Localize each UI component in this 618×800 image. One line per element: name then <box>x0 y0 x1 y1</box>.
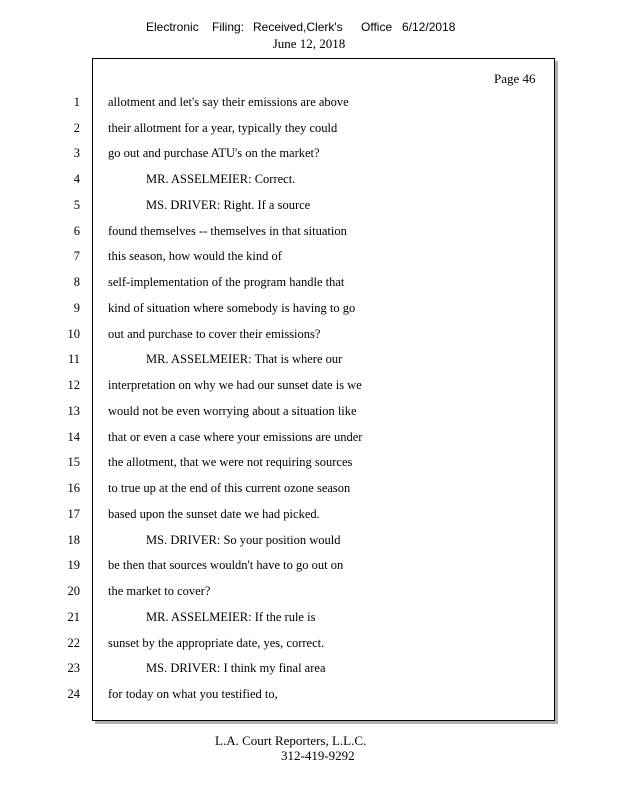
line-number: 10 <box>67 327 80 341</box>
transcript-line <box>0 224 618 242</box>
line-text: their allotment for a year, typically they could <box>108 121 338 135</box>
transcript-line <box>0 430 618 448</box>
transcript-line <box>0 95 618 113</box>
transcript-line <box>0 455 618 473</box>
stamp-electronic: Electronic <box>146 20 199 34</box>
line-text: sunset by the appropriate date, yes, correct. <box>108 636 325 650</box>
transcript-line <box>0 301 618 319</box>
page-number: Page 46 <box>494 71 536 86</box>
line-text: to true up at the end of this current ozone season <box>108 481 351 495</box>
line-text: be then that sources wouldn't have to go out on <box>108 558 344 572</box>
reporter-phone: 312-419-9292 <box>281 748 355 763</box>
transcript-line <box>0 404 618 422</box>
transcript-line <box>0 584 618 602</box>
transcript-line <box>0 121 618 139</box>
line-text: this season, how would the kind of <box>108 249 282 263</box>
line-text: kind of situation where somebody is having to go <box>108 301 356 315</box>
stamp-filing: Filing: <box>212 20 245 34</box>
line-text: based upon the sunset date we had picked. <box>108 507 320 521</box>
line-number: 5 <box>73 198 80 212</box>
line-number: 24 <box>67 687 80 701</box>
line-number: 17 <box>67 507 80 521</box>
line-number: 13 <box>67 404 80 418</box>
transcript-line <box>0 378 618 396</box>
line-text: self-implementation of the program handle that <box>108 275 345 289</box>
line-number: 18 <box>67 533 80 547</box>
line-number: 15 <box>67 455 80 469</box>
filing-date-line: June 12, 2018 <box>272 36 346 51</box>
line-number: 21 <box>67 610 80 624</box>
stamp-office: Office <box>361 20 393 34</box>
transcript-line <box>0 275 618 293</box>
reporter-company: L.A. Court Reporters, L.L.C. <box>215 733 367 748</box>
transcript-line <box>0 558 618 576</box>
line-text: MS. DRIVER: Right. If a source <box>146 198 311 212</box>
line-number: 6 <box>73 224 80 238</box>
line-text: MS. DRIVER: So your position would <box>146 533 341 547</box>
line-number: 2 <box>73 121 80 135</box>
line-text: would not be even worrying about a situation like <box>108 404 357 418</box>
line-text: MR. ASSELMEIER: Correct. <box>146 172 296 186</box>
line-number: 4 <box>73 172 80 186</box>
transcript-line <box>0 687 618 705</box>
line-number: 3 <box>73 146 80 160</box>
transcript-line <box>0 636 618 654</box>
transcript-line <box>0 507 618 525</box>
line-number: 8 <box>73 275 80 289</box>
transcript-line <box>0 172 618 190</box>
line-text: that or even a case where your emissions are under <box>108 430 363 444</box>
transcript-line <box>0 327 618 345</box>
stamp-date: 6/12/2018 <box>402 20 456 34</box>
transcript-line <box>0 661 618 679</box>
line-number: 20 <box>67 584 80 598</box>
line-text: for today on what you testified to, <box>108 687 278 701</box>
line-text: MR. ASSELMEIER: That is where our <box>146 352 343 366</box>
line-number: 7 <box>73 249 80 263</box>
line-text: allotment and let's say their emissions are above <box>108 95 349 109</box>
line-number: 1 <box>73 95 80 109</box>
transcript-line <box>0 146 618 164</box>
line-text: the allotment, that we were not requiring sources <box>108 455 353 469</box>
line-number: 16 <box>67 481 80 495</box>
line-text: the market to cover? <box>108 584 211 598</box>
line-number: 9 <box>73 301 80 315</box>
line-number: 19 <box>67 558 80 572</box>
line-number: 23 <box>67 661 80 675</box>
filing-stamp <box>0 20 618 36</box>
transcript-line <box>0 352 618 370</box>
transcript-line <box>0 198 618 216</box>
line-text: found themselves -- themselves in that situation <box>108 224 347 238</box>
transcript-line <box>0 610 618 628</box>
line-number: 12 <box>67 378 80 392</box>
line-number: 14 <box>67 430 80 444</box>
line-text: interpretation on why we had our sunset date is we <box>108 378 362 392</box>
line-text: MS. DRIVER: I think my final area <box>146 661 326 675</box>
line-text: go out and purchase ATU's on the market? <box>108 146 320 160</box>
stamp-received: Received,Clerk's <box>253 20 343 34</box>
line-number: 11 <box>67 352 80 366</box>
transcript-line <box>0 481 618 499</box>
transcript-line <box>0 249 618 267</box>
line-number: 22 <box>67 636 80 650</box>
line-text: MR. ASSELMEIER: If the rule is <box>146 610 316 624</box>
transcript-line <box>0 533 618 551</box>
line-text: out and purchase to cover their emissions? <box>108 327 321 341</box>
